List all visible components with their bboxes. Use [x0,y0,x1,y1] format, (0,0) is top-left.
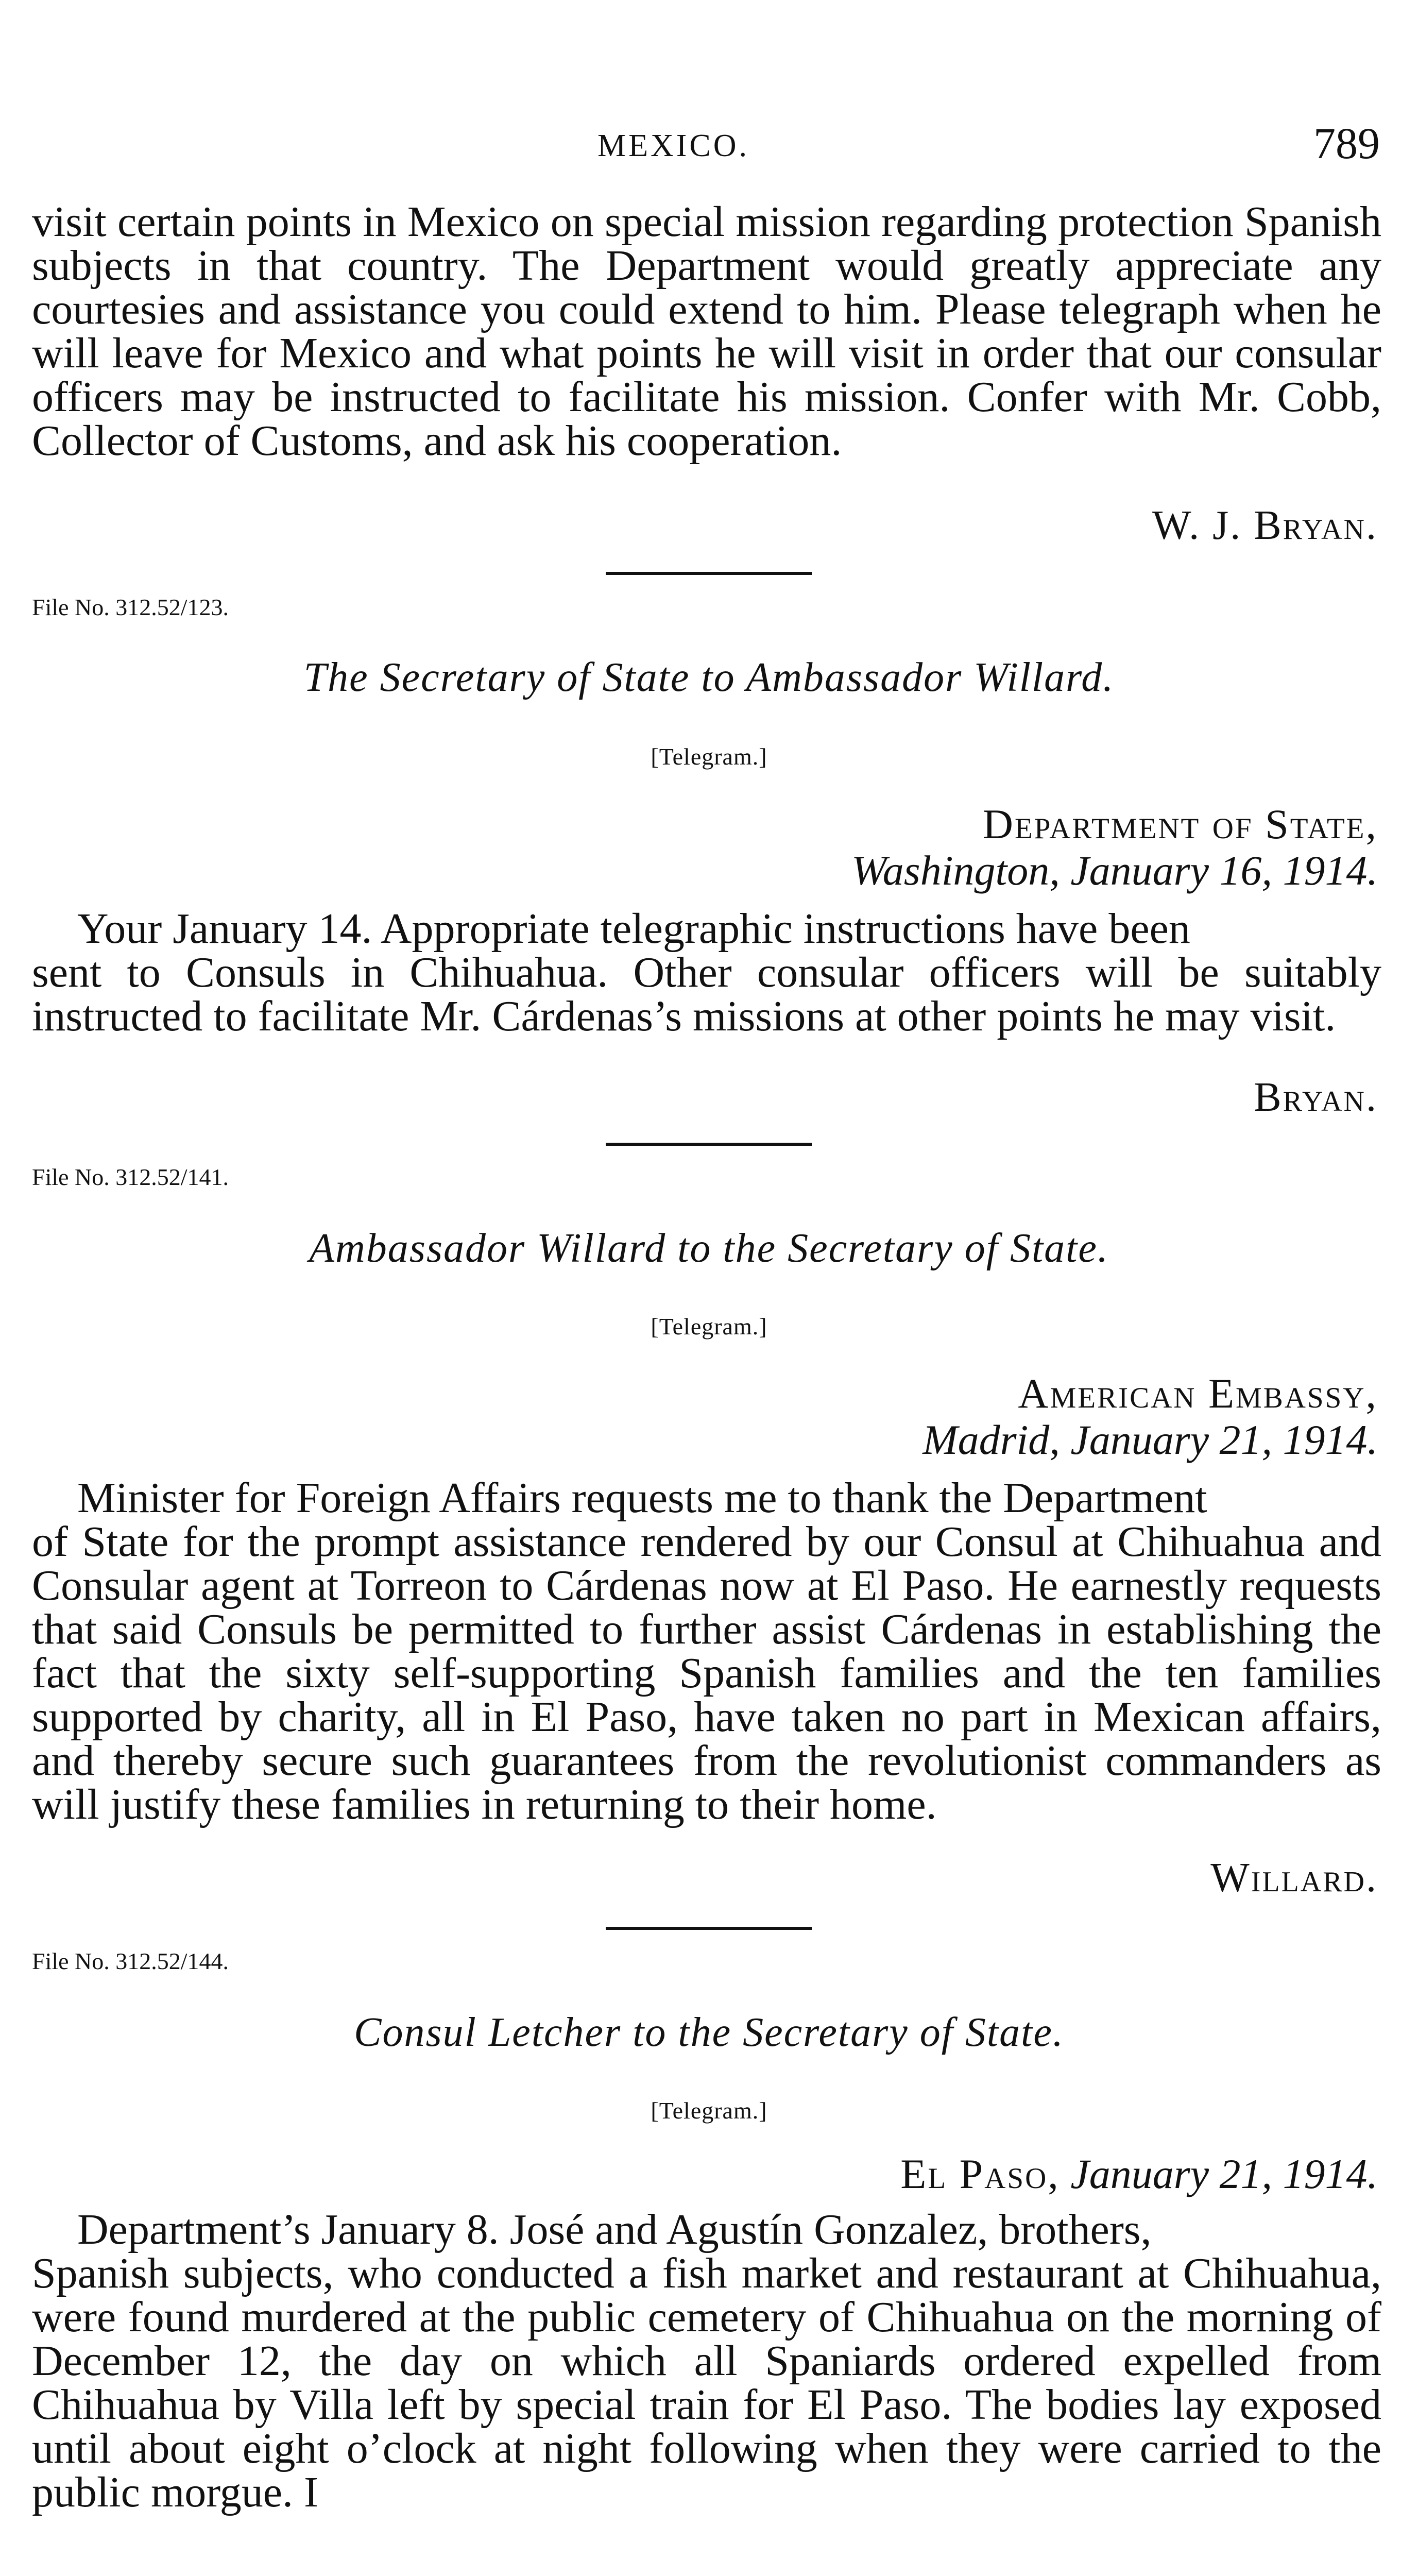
continuation-paragraph: visit certain points in Mexico on special mission regarding protection Spanish subjects in that country. The Department would greatly appreciate any courtesies and assistance you could extend to him. Please telegraph when he will leave for Mexico and what points he will visit in order that our consular officers may be instructed to facilitate his mission. Confer with Mr. Cobb, Collector of Customs, and ask his cooperation. [32,198,1381,465]
file-number: File No. 312.52/144. [32,1948,229,1974]
page-number: 789 [1313,118,1380,168]
body-first-line: Your January 14. Appropriate telegraphic instructions have been [77,905,1190,953]
dateline [900,2151,1378,2197]
document-heading: The Secretary of State to Ambassador Willard. [303,655,1115,700]
dateline [851,801,1378,894]
dateline-place-date: Madrid, January 21, 1914. [922,1416,1378,1463]
file-number: File No. 312.52/141. [32,1164,229,1190]
dateline-office: El Paso, [900,2150,1060,2197]
body-rest: sent to Consuls in Chihuahua. Other consular officers will be suitably instructed to facilitate Mr. Cárdenas’s missions at other points he may visit. [32,948,1381,1040]
body-rest: of State for the prompt assistance rendered by our Consul at Chihuahua and Consular agent at Torreon to Cárdenas now at El Paso. He earnestly requests that said Consuls be permitted to further assist Cárdenas in establishing the fact that the sixty self-supporting Spanish families and the ten families supported by charity, all in El Paso, have taken no part in Mexican affairs, and thereby secure such guarantees from the revolutionist commanders as will justify these families in returning to their home. [32,1518,1381,1828]
section-divider [606,1927,812,1930]
document-body [32,2208,1381,2514]
document-signature: Willard. [1210,1855,1378,1901]
document-signature: Bryan. [1254,1075,1378,1120]
document-heading: Ambassador Willard to the Secretary of State. [309,1226,1109,1271]
file-number: File No. 312.52/123. [32,594,229,620]
section-divider [606,1143,812,1146]
document-body [32,907,1381,1038]
continuation-signature: W. J. Bryan. [1152,503,1378,548]
telegram-label: [Telegram.] [651,1313,767,1340]
dateline-office: Department of State, [982,801,1378,848]
body-first-line: Minister for Foreign Affairs requests me to thank the Department [77,1474,1207,1522]
body-rest: Spanish subjects, who conducted a fish market and restaurant at Chihuahua, were found murdered at the public cemetery of Chihuahua on the morning of December 12, the day on which all Spaniards ordered expelled from Chihuahua by Villa left by special train for El Paso. The bodies lay exposed until about eight o’clock at night following when they were carried to the public morgue. I [32,2249,1381,2516]
telegram-label: [Telegram.] [651,2097,767,2124]
body-first-line: Department’s January 8. José and Agustín Gonzalez, brothers, [77,2206,1152,2253]
document-heading: Consul Letcher to the Secretary of State. [354,2010,1064,2055]
section-divider [606,572,812,575]
running-head [0,117,1418,174]
dateline-place-date: Washington, January 16, 1914. [851,847,1378,894]
dateline-office: American Embassy, [1018,1370,1378,1417]
dateline [922,1370,1378,1463]
telegram-label: [Telegram.] [651,743,767,770]
dateline-place-date: January 21, 1914. [1070,2150,1378,2197]
document-body [32,1476,1381,1826]
running-title: MEXICO. [597,128,750,163]
